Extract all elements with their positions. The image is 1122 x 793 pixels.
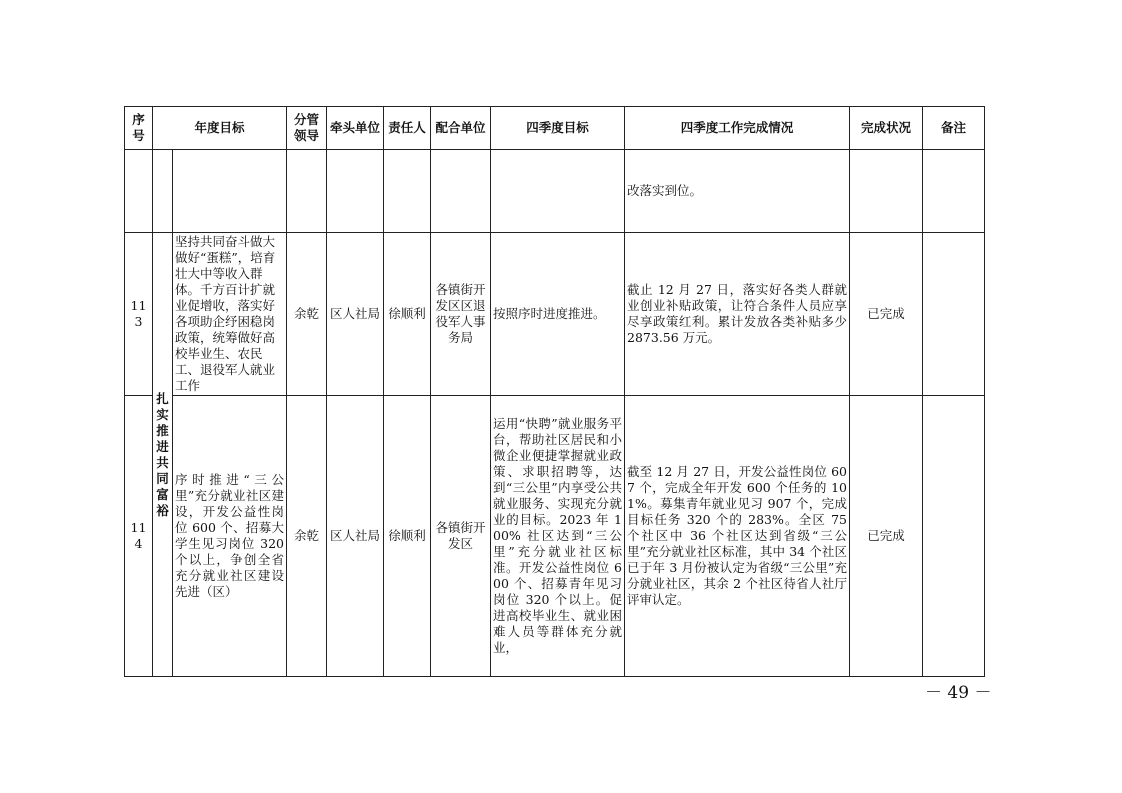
cell-no [125,150,153,233]
header-completion: 完成状况 [850,107,923,150]
cell-lead-unit: 区人社局 [327,233,384,396]
cell-goal: 坚持共同奋斗做大做好“蛋糕”，培育壮大中等收入群体。千方百计扩就业促增收，落实好各项助企纾困稳岗政策，统筹做好高校毕业生、农民工、退役军人就业工作 [173,233,287,396]
cell-person [384,150,431,233]
cell-q4-status: 截至 12 月 27 日，开发公益性岗位 607 个，完成全年开发 600 个任务的 101%。募集青年就业见习 907 个，完成目标任务 320 个的 283%。全区 75 个社区中 36 个社区达到省级“三公里”充分就业社区标准，其中 34 个社区已于年 3 月份被认定为省级“三公里”充分就业社区，其余 2 个社区待省人社厅评审认定。 [625,396,850,677]
cell-lead-unit [327,150,384,233]
cell-q4-target: 按照序时进度推进。 [491,233,625,396]
continuation-row [125,150,985,233]
header-goal: 年度目标 [153,107,287,150]
cell-leader [287,150,327,233]
cell-completion: 已完成 [850,233,923,396]
cell-person: 徐顺利 [384,233,431,396]
table-header-row [125,107,985,150]
cell-leader: 余乾 [287,233,327,396]
cell-q4-status: 改落实到位。 [625,150,850,233]
header-leader: 分管领导 [287,107,327,150]
work-progress-table [124,106,985,677]
header-q4-status: 四季度工作完成情况 [625,107,850,150]
header-lead-unit: 牵头单位 [327,107,384,150]
cell-remark [923,150,985,233]
cell-coop-unit: 各镇街开发区区退役军人事务局 [431,233,491,396]
table-row [125,396,985,677]
cell-coop-unit: 各镇街开发区 [431,396,491,677]
cell-completion [850,150,923,233]
cell-no: 113 [125,233,153,396]
header-coop-unit: 配合单位 [431,107,491,150]
cell-completion: 已完成 [850,396,923,677]
header-remark: 备注 [923,107,985,150]
category-label: 扎实推进共同富裕 [153,233,173,677]
header-no: 序号 [125,107,153,150]
cell-q4-target [491,150,625,233]
cell-goal: 序时推进“三公里”充分就业社区建设，开发公益性岗位 600 个、招募大学生见习岗位 320 个以上，争创全省充分就业社区建设先进（区） [173,396,287,677]
page-number: － 49 － [925,683,992,703]
cell-q4-target: 运用“快聘”就业服务平台，帮助社区居民和小微企业便捷掌握就业政策、求职招聘等，达到“三公里”内享受公共就业服务、实现充分就业的目标。2023 年 100% 社区达到“三公里”充分就业社区标准。开发公益性岗位 600 个、招募青年见习岗位 320 个以上。促进高校毕业生、就业困难人员等群体充分就业， [491,396,625,677]
cell-remark [923,396,985,677]
cell-q4-status: 截止 12 月 27 日，落实好各类人群就业创业补贴政策，让符合条件人员应享尽享政策红利。累计发放各类补贴多少 2873.56 万元。 [625,233,850,396]
cell-lead-unit: 区人社局 [327,396,384,677]
header-q4-target: 四季度目标 [491,107,625,150]
cell-leader: 余乾 [287,396,327,677]
cell-goal [173,150,287,233]
table-row [125,233,985,396]
cell-no: 114 [125,396,153,677]
cell-coop-unit [431,150,491,233]
cell-remark [923,233,985,396]
cell-person: 徐顺利 [384,396,431,677]
cell-category [153,150,173,233]
header-person: 责任人 [384,107,431,150]
